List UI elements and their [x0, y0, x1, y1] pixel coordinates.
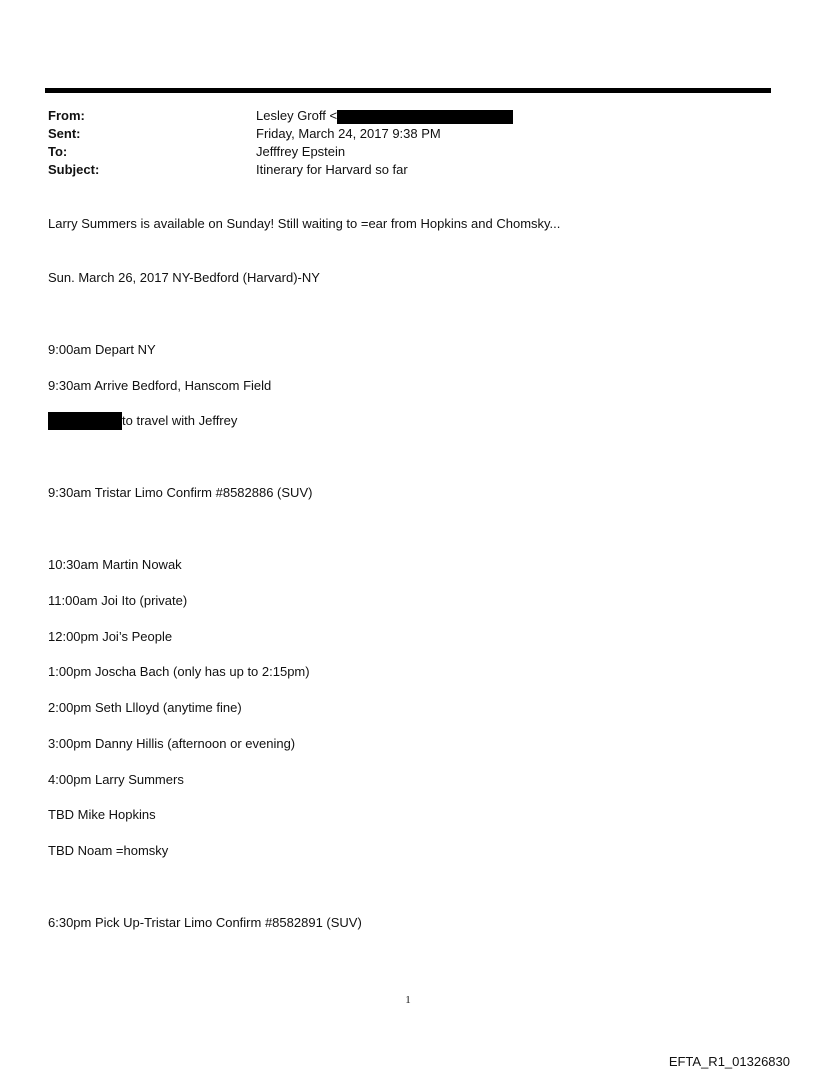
header-rule [45, 88, 771, 93]
from-label: From: [48, 108, 85, 123]
schedule-item: 2:00pm Seth Llloyd (anytime fine) [48, 700, 242, 715]
subject-value: Itinerary for Harvard so far [256, 162, 408, 177]
redaction-box [48, 412, 122, 430]
arrive-line: 9:30am Arrive Bedford, Hanscom Field [48, 378, 272, 393]
limo-confirm-line: 9:30am Tristar Limo Confirm #8582886 (SUV) [48, 485, 313, 500]
from-sender: Lesley Groff < [256, 108, 338, 123]
schedule-item: TBD Noam =homsky [48, 843, 169, 858]
schedule-item: 1:00pm Joscha Bach (only has up to 2:15pm) [48, 664, 310, 679]
travel-line [48, 412, 237, 430]
schedule-item: TBD Mike Hopkins [48, 807, 156, 822]
pickup-line: 6:30pm Pick Up-Tristar Limo Confirm #8582891 (SUV) [48, 915, 362, 930]
schedule-item: 3:00pm Danny Hillis (afternoon or evening) [48, 736, 296, 751]
depart-line: 9:00am Depart NY [48, 342, 156, 357]
schedule-item: 12:00pm Joi’s People [48, 629, 173, 644]
schedule-item: 10:30am Martin Nowak [48, 557, 182, 572]
sent-value: Friday, March 24, 2017 9:38 PM [256, 126, 441, 141]
document-id: EFTA_R1_01326830 [668, 1054, 790, 1069]
to-value: Jefffrey Epstein [256, 144, 346, 159]
date-line: Sun. March 26, 2017 NY-Bedford (Harvard)-NY [48, 270, 320, 285]
redaction-box [337, 110, 513, 124]
travel-with-text: to travel with Jeffrey [122, 413, 238, 428]
intro-line: Larry Summers is available on Sunday! Still waiting to =ear from Hopkins and Chomsky... [48, 216, 561, 231]
schedule-item: 4:00pm Larry Summers [48, 772, 184, 787]
to-label: To: [48, 144, 68, 159]
from-value [256, 107, 513, 125]
subject-label: Subject: [48, 162, 100, 177]
sent-label: Sent: [48, 126, 81, 141]
schedule-item: 11:00am Joi Ito (private) [48, 593, 188, 608]
page-number: 1 [405, 994, 411, 1006]
